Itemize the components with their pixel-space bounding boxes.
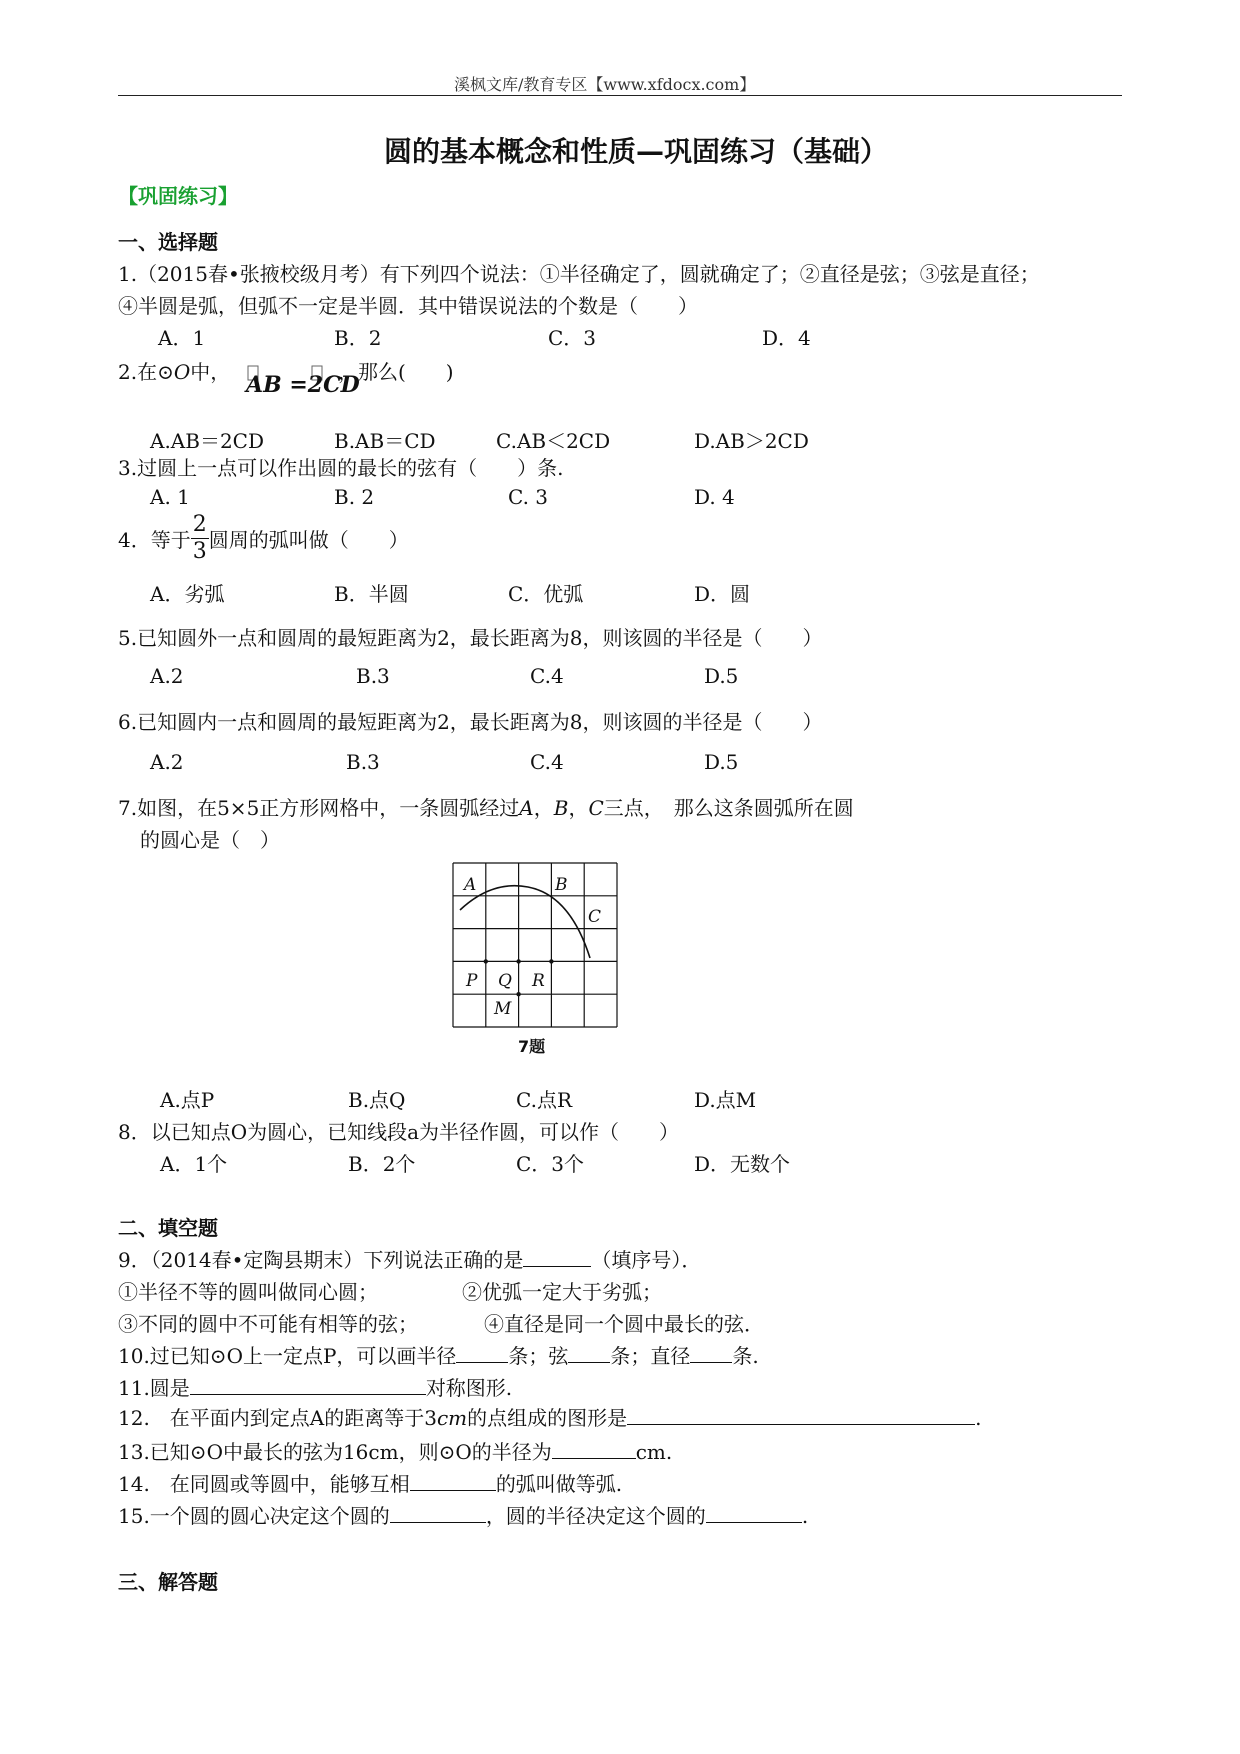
- fig-label-c: C: [588, 907, 602, 927]
- q2-option-b: B.AB＝CD: [334, 429, 436, 453]
- q11-blank[interactable]: [190, 1376, 426, 1395]
- q1-option-a: A．1: [158, 326, 206, 350]
- q13-p1: 13.已知⊙O中最长的弦为16cm，则⊙O的半径为: [118, 1440, 552, 1464]
- q7-grid-figure: [450, 860, 620, 1060]
- q15-stem: [118, 1500, 808, 1529]
- q4-stem: [118, 512, 409, 565]
- q15-blank1[interactable]: [390, 1504, 486, 1523]
- q9-opt1: ①半径不等的圆叫做同心圆；: [118, 1280, 378, 1304]
- fig-label-r: R: [532, 971, 545, 991]
- q5-option-c: C.4: [530, 664, 564, 688]
- section-tag: 【巩固练习】: [118, 184, 238, 208]
- q7-line2: 的圆心是（ ）: [140, 828, 280, 852]
- q7-point-b: B: [553, 796, 569, 820]
- q3-option-b: B. 2: [334, 485, 375, 509]
- q5-option-d: D.5: [704, 664, 739, 688]
- section-choice: 一、选择题: [118, 230, 218, 254]
- fig-label-p: P: [466, 971, 478, 991]
- q7-point-c: C: [588, 796, 604, 820]
- q10-stem: [118, 1340, 759, 1369]
- q1-option-b: B．2: [334, 326, 382, 350]
- q1-option-d: D．4: [762, 326, 811, 350]
- q7-option-a: A.点P: [160, 1088, 215, 1112]
- q12-unit: cm: [436, 1406, 468, 1430]
- q10-p2: 条；弦: [508, 1344, 569, 1368]
- q10-blank3[interactable]: [690, 1344, 732, 1363]
- q5-option-a: A.2: [150, 664, 184, 688]
- q6-option-b: B.3: [346, 750, 380, 774]
- q7-text-b: 三点， 那么这条圆弧所在圆: [603, 796, 854, 820]
- q4-fraction: [191, 512, 209, 565]
- q2-circle-o: O: [173, 360, 191, 384]
- q7-point-a: A: [519, 796, 534, 820]
- page-title: 圆的基本概念和性质—巩固练习（基础）: [384, 135, 889, 168]
- q7-line1: [118, 792, 854, 821]
- q12-p1: 12. 在平面内到定点A的距离等于3: [118, 1406, 437, 1430]
- q9-blank[interactable]: [523, 1248, 591, 1267]
- q15-blank2[interactable]: [706, 1504, 802, 1523]
- q9-opt3: ③不同的圆中不可能有相等的弦；: [118, 1312, 418, 1336]
- q10-p3: 条；直径: [610, 1344, 691, 1368]
- q14-p1: 14. 在同圆或等圆中，能够互相: [118, 1472, 410, 1496]
- q7-text-a: 7.如图，在5×5正方形网格中，一条圆弧经过: [118, 796, 520, 820]
- q6-stem: 6.已知圆内一点和圆周的最短距离为2，最长距离为8，则该圆的半径是（ ）: [118, 710, 823, 734]
- q6-option-a: A.2: [150, 750, 184, 774]
- section-fill: 二、填空题: [118, 1216, 218, 1240]
- q1-option-c: C．3: [548, 326, 597, 350]
- q4-option-d: D．圆: [694, 582, 751, 606]
- page-header: 溪枫文库/教育专区【www.xfdocx.com】: [454, 75, 756, 94]
- q2-stem: [118, 356, 230, 385]
- fig-caption: 7题: [518, 1037, 546, 1056]
- fig-label-b: B: [555, 875, 568, 895]
- q15-p3: .: [801, 1504, 809, 1528]
- q4-suffix: 圆周的弧叫做（ ）: [208, 528, 409, 552]
- header-rule: [118, 95, 1122, 96]
- q3-option-d: D. 4: [694, 485, 735, 509]
- q11-p2: 对称图形.: [425, 1376, 513, 1400]
- q8-option-c: C．3个: [516, 1152, 585, 1176]
- q9-prefix: 9．（2014春•定陶县期末）下列说法正确的是: [118, 1248, 524, 1272]
- q10-p4: 条.: [732, 1344, 759, 1368]
- q13-p2: cm.: [635, 1440, 673, 1464]
- q14-p2: 的弧叫做等弧.: [495, 1472, 623, 1496]
- q12-p3: .: [975, 1406, 982, 1430]
- section-answer: 三、解答题: [118, 1570, 218, 1594]
- q3-option-a: A. 1: [150, 485, 190, 509]
- q4-denominator: 3: [192, 539, 207, 564]
- q8-option-a: A．1个: [160, 1152, 228, 1176]
- q3-stem: 3.过圆上一点可以作出圆的最长的弦有（ ）条.: [118, 456, 564, 480]
- q4-numerator: 2: [192, 512, 207, 537]
- q15-p1: 15.一个圆的圆心决定这个圆的: [118, 1504, 390, 1528]
- q12-p2: 的点组成的图形是: [467, 1406, 628, 1430]
- q2-option-c: C.AB＜2CD: [496, 429, 611, 453]
- q14-blank[interactable]: [410, 1472, 496, 1491]
- q8-option-b: B．2个: [348, 1152, 416, 1176]
- q1-line2: ④半圆是弧，但弧不一定是半圆．其中错误说法的个数是（ ）: [118, 294, 698, 318]
- q2-suffix: ，那么( ): [338, 360, 454, 384]
- q10-blank2[interactable]: [568, 1344, 610, 1363]
- q2-mid: 中，: [190, 360, 231, 384]
- q8-stem: 8．以已知点O为圆心，已知线段a为半径作圆，可以作（ ）: [118, 1120, 680, 1144]
- q9-opt4: ④直径是同一个圆中最长的弦．: [484, 1312, 764, 1336]
- q1-line1: 1.（2015春•张掖校级月考）有下列四个说法：①半径确定了，圆就确定了；②直径是弦；③弦是直径；: [118, 262, 1040, 286]
- q14-stem: [118, 1468, 622, 1497]
- q13-stem: [118, 1436, 672, 1465]
- q2-option-d: D.AB＞2CD: [694, 429, 809, 453]
- q9-opt2: ②优弧一定大于劣弧；: [462, 1280, 662, 1304]
- q10-p1: 10.过已知⊙O上一定点P，可以画半径: [118, 1344, 457, 1368]
- fig-label-m: M: [494, 999, 512, 1019]
- q7-option-c: C.点R: [516, 1088, 573, 1112]
- q12-blank[interactable]: [627, 1406, 975, 1425]
- q3-option-c: C. 3: [508, 485, 549, 509]
- q9-suffix: （填序号）．: [591, 1248, 702, 1272]
- q4-option-c: C．优弧: [508, 582, 584, 606]
- q7-sep2: ，: [568, 796, 589, 820]
- q10-blank1[interactable]: [456, 1344, 508, 1363]
- q6-option-d: D.5: [704, 750, 739, 774]
- q6-option-c: C.4: [530, 750, 564, 774]
- q5-stem: 5.已知圆外一点和圆周的最短距离为2，最长距离为8，则该圆的半径是（ ）: [118, 626, 823, 650]
- q8-option-d: D．无数个: [694, 1152, 791, 1176]
- q2-option-a: A.AB＝2CD: [150, 429, 265, 453]
- q11-stem: [118, 1372, 512, 1401]
- q15-p2: ，圆的半径决定这个圆的: [485, 1504, 706, 1528]
- q4-option-b: B．半圆: [334, 582, 409, 606]
- q9-stem: [118, 1244, 701, 1273]
- q13-blank[interactable]: [552, 1440, 636, 1459]
- q4-option-a: A．劣弧: [150, 582, 225, 606]
- q7-sep1: ，: [533, 796, 554, 820]
- q7-option-b: B.点Q: [348, 1088, 406, 1112]
- q11-p1: 11.圆是: [118, 1376, 190, 1400]
- fig-label-a: A: [464, 875, 477, 895]
- q7-option-d: D.点M: [694, 1088, 757, 1112]
- q2-prefix: 2.在⊙: [118, 360, 174, 384]
- q12-stem: [118, 1402, 982, 1431]
- q5-option-b: B.3: [356, 664, 390, 688]
- q4-prefix: 4．等于: [118, 528, 191, 552]
- fig-label-q: Q: [498, 971, 512, 991]
- q2-formula: AB =2CD: [246, 372, 360, 398]
